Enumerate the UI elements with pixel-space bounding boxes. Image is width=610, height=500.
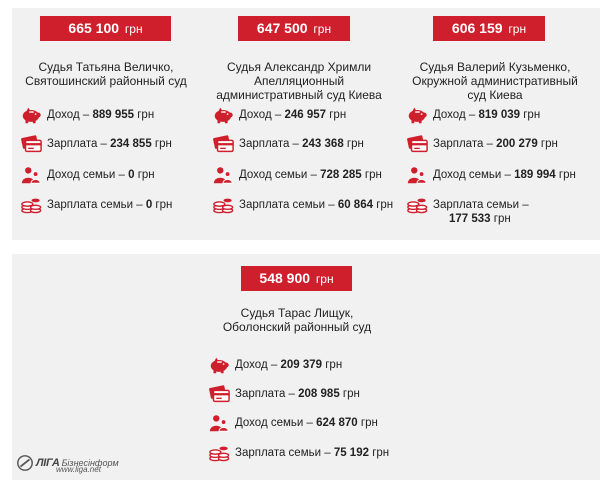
income-row: Доход – 819 039 грн bbox=[406, 105, 540, 125]
salary-row: Зарплата – 234 855 грн bbox=[20, 134, 172, 154]
family-salary-row: Зарплата семьи – 75 192 грн bbox=[208, 443, 389, 463]
salary-row: Зарплата – 243 368 грн bbox=[212, 134, 364, 154]
coin-stack-icon bbox=[208, 443, 230, 463]
income-row: Доход – 246 957 грн bbox=[212, 105, 346, 125]
family-income-row: Доход семьи – 728 285 грн bbox=[212, 165, 382, 185]
judge-title: Судья Валерий Кузьменко, Окружной административный суд Киева bbox=[412, 60, 578, 102]
family-icon bbox=[20, 165, 42, 185]
family-income-row: Доход семьи – 624 870 грн bbox=[208, 413, 378, 433]
salary-row: Зарплата – 208 985 грн bbox=[208, 384, 360, 404]
credit-card-icon bbox=[208, 384, 230, 404]
declared-sum-badge: 647 500 грн bbox=[238, 16, 350, 41]
declared-sum-badge: 548 900 грн bbox=[241, 266, 352, 291]
piggy-bank-icon bbox=[212, 105, 234, 125]
piggy-bank-icon bbox=[208, 355, 230, 375]
coin-stack-icon bbox=[406, 195, 428, 215]
declared-sum-badge: 606 159 грн bbox=[433, 16, 545, 41]
credit-card-icon bbox=[212, 134, 234, 154]
logo-brand: ЛІГА bbox=[36, 457, 60, 469]
judge-title: Судья Александр Хримли Апелляционный административный суд Киева bbox=[216, 60, 382, 102]
liga-logo-icon bbox=[16, 454, 34, 472]
coin-stack-icon bbox=[212, 195, 234, 215]
income-row: Доход – 889 955 грн bbox=[20, 105, 154, 125]
family-salary-row: Зарплата семьи – 60 864 грн bbox=[212, 195, 393, 215]
family-salary-row: Зарплата семьи – 177 533 грн bbox=[406, 195, 583, 226]
judge-title: Судья Татьяна Величко, Святошинский районный суд bbox=[25, 60, 187, 88]
piggy-bank-icon bbox=[406, 105, 428, 125]
piggy-bank-icon bbox=[20, 105, 42, 125]
liga-logo[interactable] bbox=[16, 454, 119, 472]
declared-sum-badge: 665 100 грн bbox=[40, 16, 171, 41]
coin-stack-icon bbox=[20, 195, 42, 215]
family-income-row: Доход семьи – 189 994 грн bbox=[406, 165, 576, 185]
family-income-row: Доход семьи – 0 грн bbox=[20, 165, 155, 185]
family-salary-row: Зарплата семьи – 0 грн bbox=[20, 195, 172, 215]
salary-row: Зарплата – 200 279 грн bbox=[406, 134, 558, 154]
credit-card-icon bbox=[20, 134, 42, 154]
family-icon bbox=[212, 165, 234, 185]
family-icon bbox=[406, 165, 428, 185]
credit-card-icon bbox=[406, 134, 428, 154]
family-icon bbox=[208, 413, 230, 433]
judge-title: Судья Тарас Лищук, Оболонский районный суд bbox=[222, 306, 372, 334]
logo-brand-sub: Бізнесінформ bbox=[61, 458, 119, 468]
logo-url[interactable]: www.liga.net bbox=[56, 465, 101, 474]
income-row: Доход – 209 379 грн bbox=[208, 355, 342, 375]
